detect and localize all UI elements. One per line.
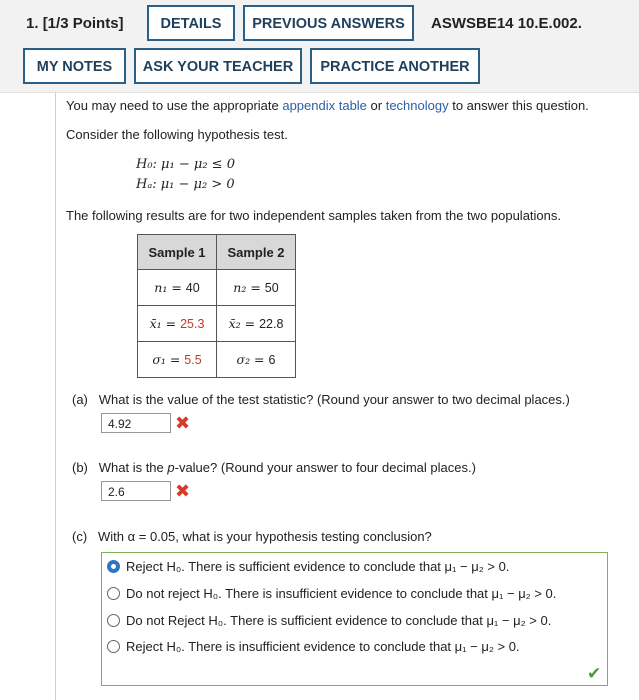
- p-value-input[interactable]: 2.6: [101, 481, 171, 501]
- details-button[interactable]: DETAILS: [147, 5, 235, 41]
- check-mark-icon: ✔: [587, 664, 602, 683]
- sample-2-header: Sample 2: [217, 235, 296, 270]
- alternative-hypothesis: Hₐ: μ₁ − μ₂ > 0: [136, 177, 235, 192]
- option-2-radio[interactable]: [107, 587, 120, 600]
- option-4-radio[interactable]: [107, 640, 120, 653]
- x-mark-icon: ✖: [175, 413, 191, 433]
- intro-text: You may need to use the appropriate appendix table or technology to answer this question.: [66, 98, 589, 113]
- practice-another-button[interactable]: PRACTICE ANOTHER: [310, 48, 480, 84]
- test-statistic-input[interactable]: 4.92: [101, 413, 171, 433]
- sample-table: [137, 234, 296, 378]
- appendix-table-link[interactable]: appendix table: [282, 98, 367, 113]
- n2-cell: n₂ = 50: [217, 270, 296, 306]
- n1-cell: n₁ = 40: [138, 270, 217, 306]
- x1-cell: x̄₁ = 25.3: [138, 306, 217, 342]
- null-hypothesis: H₀: μ₁ − μ₂ ≤ 0: [136, 157, 235, 172]
- x2-cell: x̄₂ = 22.8: [217, 306, 296, 342]
- ask-your-teacher-button[interactable]: ASK YOUR TEACHER: [134, 48, 302, 84]
- part-c-question: (c) With α = 0.05, what is your hypothesis testing conclusion?: [72, 529, 432, 544]
- previous-answers-button[interactable]: PREVIOUS ANSWERS: [243, 5, 414, 41]
- option-3-label[interactable]: Do not Reject H₀. There is sufficient evidence to conclude that μ₁ − μ₂ > 0.: [126, 613, 552, 628]
- question-points: 1. [1/3 Points]: [26, 15, 124, 32]
- option-3-radio[interactable]: [107, 614, 120, 627]
- x-mark-icon: ✖: [175, 481, 191, 501]
- sigma1-cell: σ₁ = 5.5: [138, 342, 217, 378]
- option-4-label[interactable]: Reject H₀. There is insufficient evidence to conclude that μ₁ − μ₂ > 0.: [126, 639, 520, 654]
- part-a-question: (a) What is the value of the test statistic? (Round your answer to two decimal places.): [72, 392, 570, 407]
- results-text: The following results are for two independent samples taken from the two populations.: [66, 208, 561, 223]
- question-id: ASWSBE14 10.E.002.: [431, 15, 582, 32]
- content-left-rule: [55, 92, 56, 700]
- consider-text: Consider the following hypothesis test.: [66, 127, 288, 142]
- option-1-radio[interactable]: [107, 560, 120, 573]
- sample-1-header: Sample 1: [138, 235, 217, 270]
- technology-link[interactable]: technology: [385, 98, 449, 113]
- my-notes-button[interactable]: MY NOTES: [23, 48, 126, 84]
- part-b-question: (b) What is the p-value? (Round your answer to four decimal places.): [72, 460, 476, 475]
- option-2-label[interactable]: Do not reject H₀. There is insufficient evidence to conclude that μ₁ − μ₂ > 0.: [126, 586, 557, 601]
- option-1-label[interactable]: Reject H₀. There is sufficient evidence to conclude that μ₁ − μ₂ > 0.: [126, 559, 510, 574]
- sigma2-cell: σ₂ = 6: [217, 342, 296, 378]
